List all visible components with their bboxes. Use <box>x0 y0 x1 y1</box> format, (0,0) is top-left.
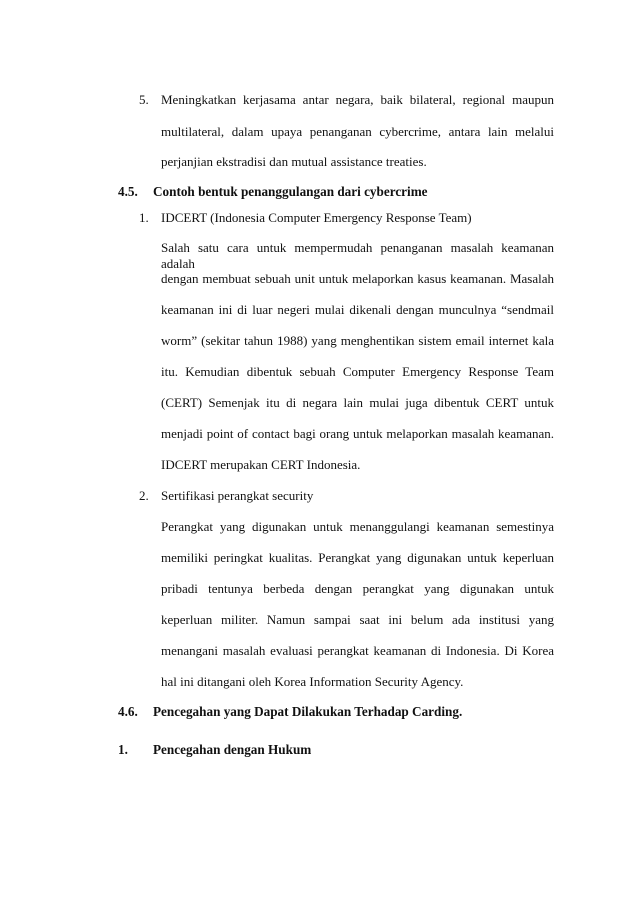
item-5-line-1: Meningkatkan kerjasama antar negara, baik bilateral, regional maupun <box>161 92 554 107</box>
item-1-line-5: itu. Kemudian dibentuk sebuah Computer Emergency Response Team <box>161 364 554 379</box>
item-1-line-4: worm” (sekitar tahun 1988) yang menghentikan sistem email internet kala <box>161 333 554 348</box>
subsection-1-number: 1. <box>118 742 128 757</box>
item-1-line-2: dengan membuat sebuah unit untuk melaporkan kasus keamanan. Masalah <box>161 271 554 286</box>
section-4-6-number: 4.6. <box>118 704 138 719</box>
item-1-line-8: IDCERT merupakan CERT Indonesia. <box>161 457 361 472</box>
item-2-line-1: Perangkat yang digunakan untuk menanggulangi keamanan semestinya <box>161 519 554 534</box>
item-1-number: 1. <box>139 210 149 225</box>
item-1-title: IDCERT (Indonesia Computer Emergency Response Team) <box>161 210 472 225</box>
section-4-5-title: Contoh bentuk penanggulangan dari cybercrime <box>153 184 428 199</box>
item-1-line-6: (CERT) Semenjak itu di negara lain mulai juga dibentuk CERT untuk <box>161 395 554 410</box>
item-2-line-6: hal ini ditangani oleh Korea Information Security Agency. <box>161 674 464 689</box>
item-5-line-2: multilateral, dalam upaya penanganan cybercrime, antara lain melalui <box>161 124 554 139</box>
item-5-number: 5. <box>139 92 149 107</box>
section-4-5-number: 4.5. <box>118 184 138 199</box>
item-1-line-7: menjadi point of contact bagi orang untuk melaporkan masalah keamanan. <box>161 426 554 441</box>
item-5-line-3: perjanjian ekstradisi dan mutual assistance treaties. <box>161 154 427 169</box>
section-4-6-title: Pencegahan yang Dapat Dilakukan Terhadap Carding. <box>153 704 463 719</box>
item-2-line-2: memiliki peringkat kualitas. Perangkat yang digunakan untuk keperluan <box>161 550 554 565</box>
subsection-1-title: Pencegahan dengan Hukum <box>153 742 312 757</box>
item-2-line-5: menangani masalah evaluasi perangkat keamanan di Indonesia. Di Korea <box>161 643 554 658</box>
item-2-line-4: keperluan militer. Namun sampai saat ini belum ada institusi yang <box>161 612 554 627</box>
item-2-title: Sertifikasi perangkat security <box>161 488 314 503</box>
item-2-line-3: pribadi tentunya berbeda dengan perangkat yang digunakan untuk <box>161 581 554 596</box>
item-1-line-1: Salah satu cara untuk mempermudah penanganan masalah keamanan adalah <box>161 240 554 271</box>
item-1-line-3: keamanan ini di luar negeri mulai dikenali dengan munculnya “sendmail <box>161 302 554 317</box>
item-2-number: 2. <box>139 488 149 503</box>
